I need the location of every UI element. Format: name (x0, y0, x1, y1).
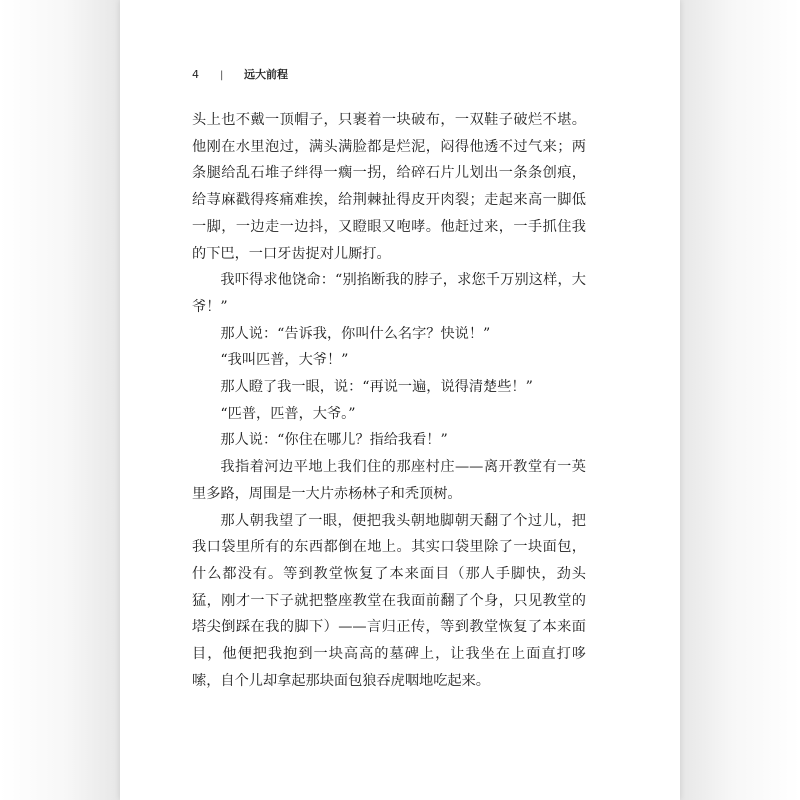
paragraph: “我叫匹普，大爷！” (220, 352, 349, 369)
page-number: 4 (192, 68, 199, 81)
paragraph: 那人瞪了我一眼，说：“再说一遍，说得清楚些！” (220, 379, 533, 396)
running-head (192, 66, 288, 82)
paragraph: “匹普，匹普，大爷。” (220, 405, 356, 422)
paragraph: 那人说：“你住在哪儿？指给我看！” (220, 432, 448, 449)
paragraph: 那人说：“告诉我，你叫什么名字？快说！” (220, 325, 491, 342)
background-right (678, 0, 800, 800)
book-title: 远大前程 (244, 68, 288, 81)
paragraph: 我指着河边平地上我们住的那座村庄——离开教堂有一英里多路，周围是一大片赤杨林子和秃顶树。 (192, 459, 586, 502)
paragraph: 我吓得求他饶命：“别掐断我的脖子，求您千万别这样，大爷！” (192, 272, 586, 315)
background-left (0, 0, 122, 800)
paragraph: 头上也不戴一顶帽子，只裹着一块破布，一双鞋子破烂不堪。他刚在水里泡过，满头满脸都是烂泥，闷得他透不过气来；两条腿给乱石堆子绊得一瘸一拐，给碎石片儿划出一条条创痕，给荨麻戳得疼痛难挨，给荆棘扯得皮开肉裂；走起来高一脚低一脚，一边走一边抖，又瞪眼又咆哮。他赶过来，一手抓住我的下巴，一口牙齿捉对儿厮打。 (192, 112, 586, 262)
paragraph: 那人朝我望了一眼，便把我头朝地脚朝天翻了个过儿，把我口袋里所有的东西都倒在地上。其实口袋里除了一块面包，什么都没有。等到教堂恢复了本来面目（那人手脚快，劲头猛，刚才一下子就把整座教堂在我面前翻了个身，只见教堂的塔尖倒踩在我的脚下）——言归正传，等到教堂恢复了本来面目，他便把我抱到一块高高的墓碑上，让我坐在上面直打哆嗦，自个儿却拿起那块面包狼吞虎咽地吃起来。 (192, 512, 586, 689)
body-text (192, 107, 586, 694)
book-page (120, 0, 680, 800)
header-separator: | (220, 70, 224, 81)
